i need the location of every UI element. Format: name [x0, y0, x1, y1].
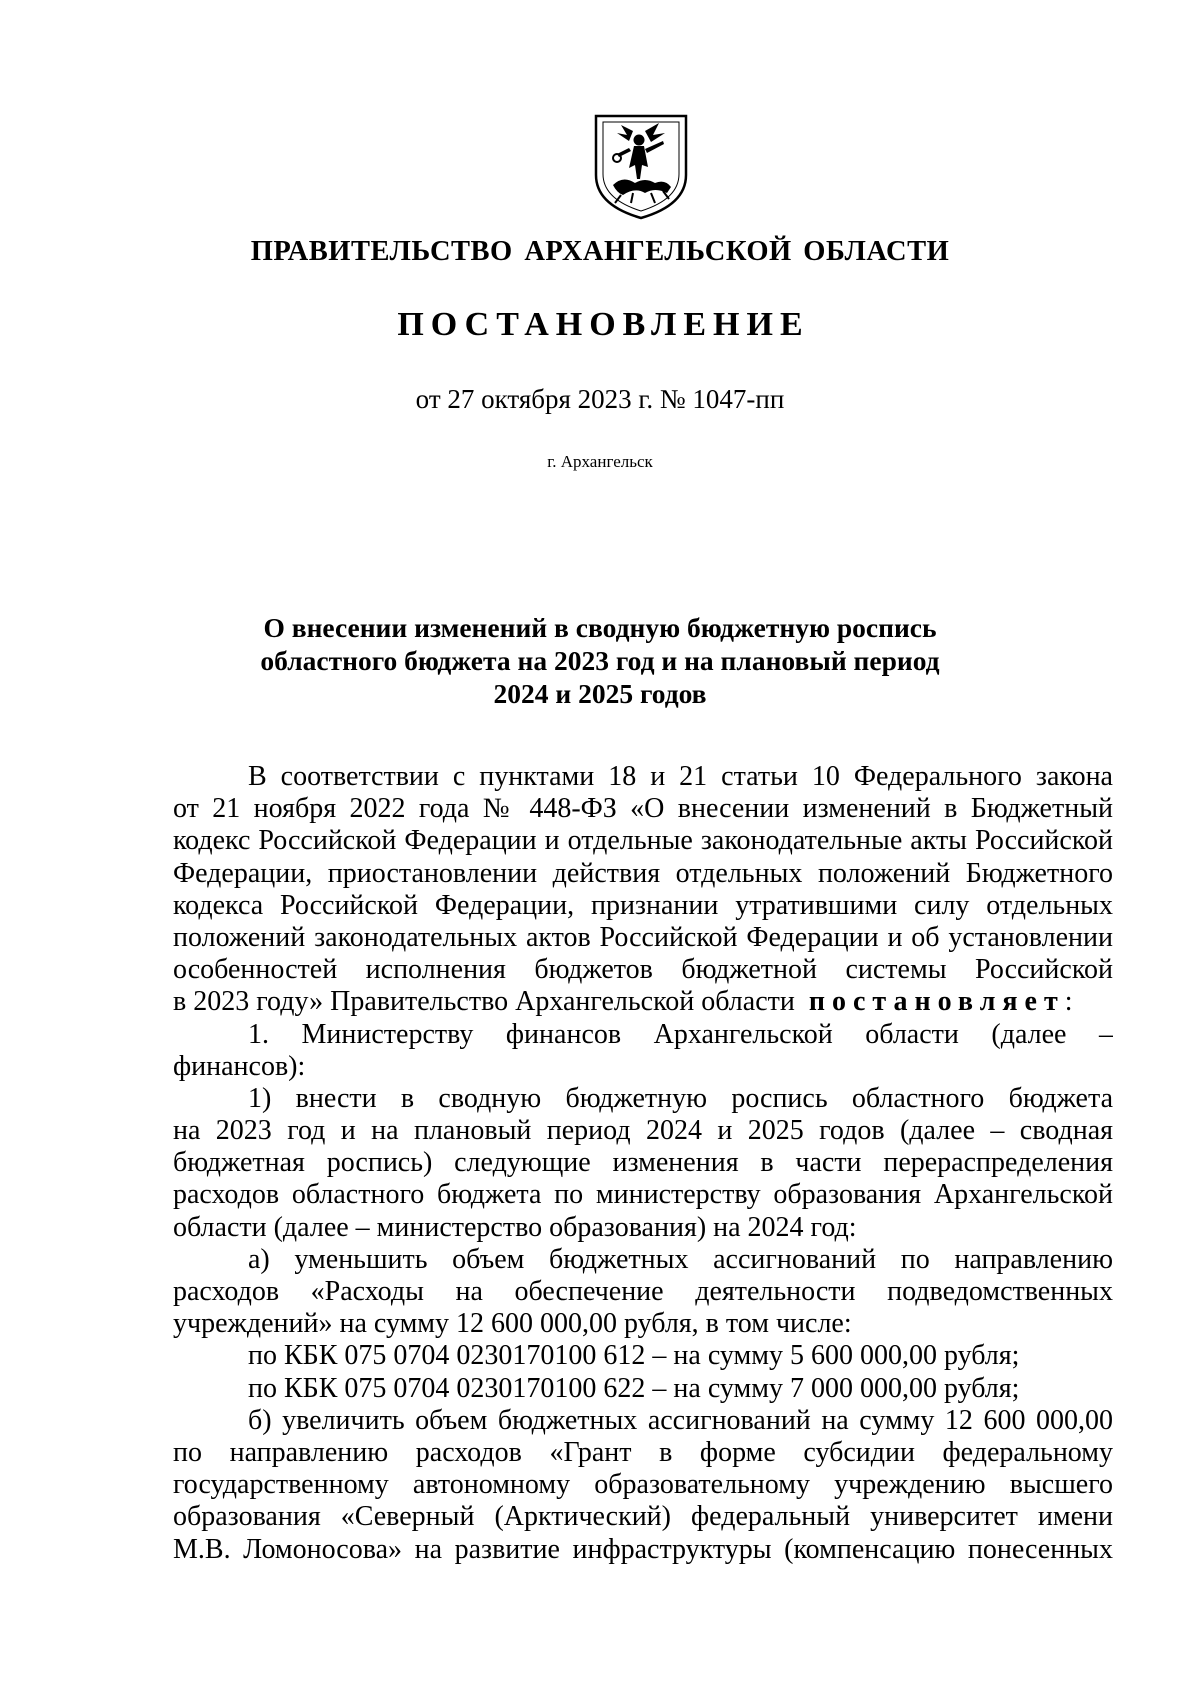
body-line: бюджетная роспись) следующие изменения в части перераспределения — [173, 1147, 1113, 1179]
body-line-with-resolution: в 2023 году» Правительство Архангельской области постановляет: — [173, 986, 1073, 1018]
body-line: учреждений» на сумму 12 600 000,00 рубля, в том числе: — [173, 1308, 852, 1340]
title-line: областного бюджета на 2023 год и на плановый период — [260, 645, 940, 676]
body-line: финансов): — [173, 1050, 306, 1082]
body-line: расходов областного бюджета по министерству образования Архангельской — [173, 1179, 1113, 1211]
body-line: а) уменьшить объем бюджетных ассигнований по направлению — [248, 1243, 1113, 1275]
document-date-number: от 27 октября 2023 г. № 1047-пп — [415, 384, 785, 414]
body-line: по КБК 075 0704 0230170100 612 – на сумму 5 600 000,00 рубля; — [248, 1340, 1020, 1372]
body-line: М.В. Ломоносова» на развитие инфраструктуры (компенсацию понесенных — [173, 1533, 1113, 1565]
body-line: 1. Министерству финансов Архангельской области (далее – — [248, 1018, 1113, 1050]
coat-of-arms-emblem — [593, 113, 689, 221]
resolution-word: постановляет — [808, 986, 1065, 1018]
body-line: б) увеличить объем бюджетных ассигнований на сумму 12 600 000,00 — [248, 1404, 1113, 1436]
document-city: г. Архангельск — [547, 452, 653, 471]
body-line: 1) внести в сводную бюджетную роспись областного бюджета — [248, 1082, 1113, 1114]
body-line: В соответствии с пунктами 18 и 21 статьи 10 Федерального закона — [248, 761, 1113, 792]
document-title — [240, 611, 960, 710]
body-line: по КБК 075 0704 0230170100 622 – на сумму 7 000 000,00 рубля; — [248, 1372, 1020, 1404]
body-line: области (далее – министерство образования) на 2024 год: — [173, 1211, 857, 1243]
body-line: кодекс Российской Федерации и отдельные законодательные акты Российской — [173, 825, 1113, 857]
body-line: расходов «Расходы на обеспечение деятельности подведомственных — [173, 1276, 1113, 1307]
body-line-text: в 2023 году» Правительство Архангельской области — [173, 986, 795, 1018]
body-line: от 21 ноября 2022 года № 448-ФЗ «О внесении изменений в Бюджетный — [173, 793, 1113, 825]
document-body — [173, 761, 1113, 1566]
coat-of-arms-icon — [593, 113, 689, 221]
body-line: кодекса Российской Федерации, признании утратившими силу отдельных — [173, 889, 1113, 921]
body-line: образования «Северный (Арктический) федеральный университет имени — [173, 1501, 1113, 1533]
title-line: О внесении изменений в сводную бюджетную роспись — [263, 612, 937, 643]
body-line: по направлению расходов «Грант в форме субсидии федеральному — [173, 1436, 1113, 1468]
organization-name: ПРАВИТЕЛЬСТВО АРХАНГЕЛЬСКОЙ ОБЛАСТИ — [250, 236, 950, 267]
body-line: особенностей исполнения бюджетов бюджетной системы Российской — [173, 954, 1113, 986]
body-line: Федерации, приостановлении действия отдельных положений Бюджетного — [173, 857, 1113, 889]
title-line: 2024 и 2025 годов — [493, 678, 707, 709]
body-line: государственному автономному образовательному учреждению высшего — [173, 1469, 1113, 1501]
document-type: ПОСТАНОВЛЕНИЕ — [397, 306, 810, 343]
body-line: положений законодательных актов Российской Федерации и об установлении — [173, 921, 1113, 953]
body-line: на 2023 год и на плановый период 2024 и 2025 годов (далее – сводная — [173, 1115, 1113, 1147]
